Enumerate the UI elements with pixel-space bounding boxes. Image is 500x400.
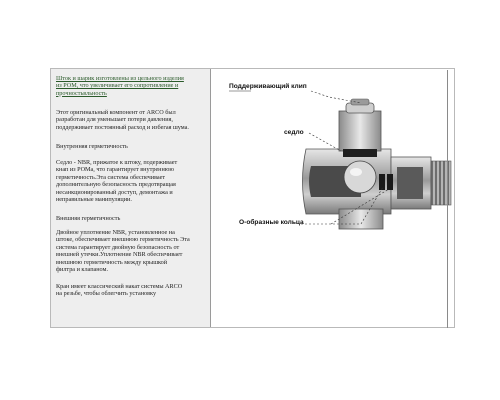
label-seat: седло xyxy=(284,129,304,136)
valve-diagram xyxy=(211,69,454,327)
paragraph-knurling: Кран имеет классический накат системы ARCO на резьбе, чтобы облегчить установку xyxy=(56,283,183,298)
label-o-rings: О-образные кольца xyxy=(239,219,304,226)
valve-cross-section-illustration xyxy=(211,69,454,327)
paragraph-seat-nbr: Седло - NBR, прижатое к штоку, подерживает кнап из POMа, что гарантирует внутреннюю герметичность.Эта система обеспечивает дополнительную безопасность предотвращая несанкционированный доступ, демонтажа и неправильные манипуляции. xyxy=(56,159,178,204)
heading-internal-tightness: Внутренняя герметичность xyxy=(56,143,128,150)
page-edge-line xyxy=(447,70,448,328)
paragraph-double-seal: Двойное уплотнение NBR, установленное на штоке, обеспечивает внешнюю герметичность Эта система гарантирует двойную безопасность от внешней утечки.Уплотнение NBR обеспечивает внешнюю герметичность между крышкой филтра и клапаном. xyxy=(56,229,190,274)
label-retaining-clip: Поддерживающий клип xyxy=(229,83,307,90)
paragraph-stem-ball: Шток и шарик изготовлены из цельного изделия из POM, что увеличивает его сопротивление и прочностьвльность xyxy=(56,75,184,97)
document-page xyxy=(50,68,455,328)
text-column xyxy=(51,69,211,327)
paragraph-arco-component: Этот оригинальный компонент от ARCO был разработан для уменьшает потери давления, поддерживает постоянный расход и избегая шума. xyxy=(56,109,189,131)
heading-external-tightness: Внешняя герметичность xyxy=(56,215,121,222)
